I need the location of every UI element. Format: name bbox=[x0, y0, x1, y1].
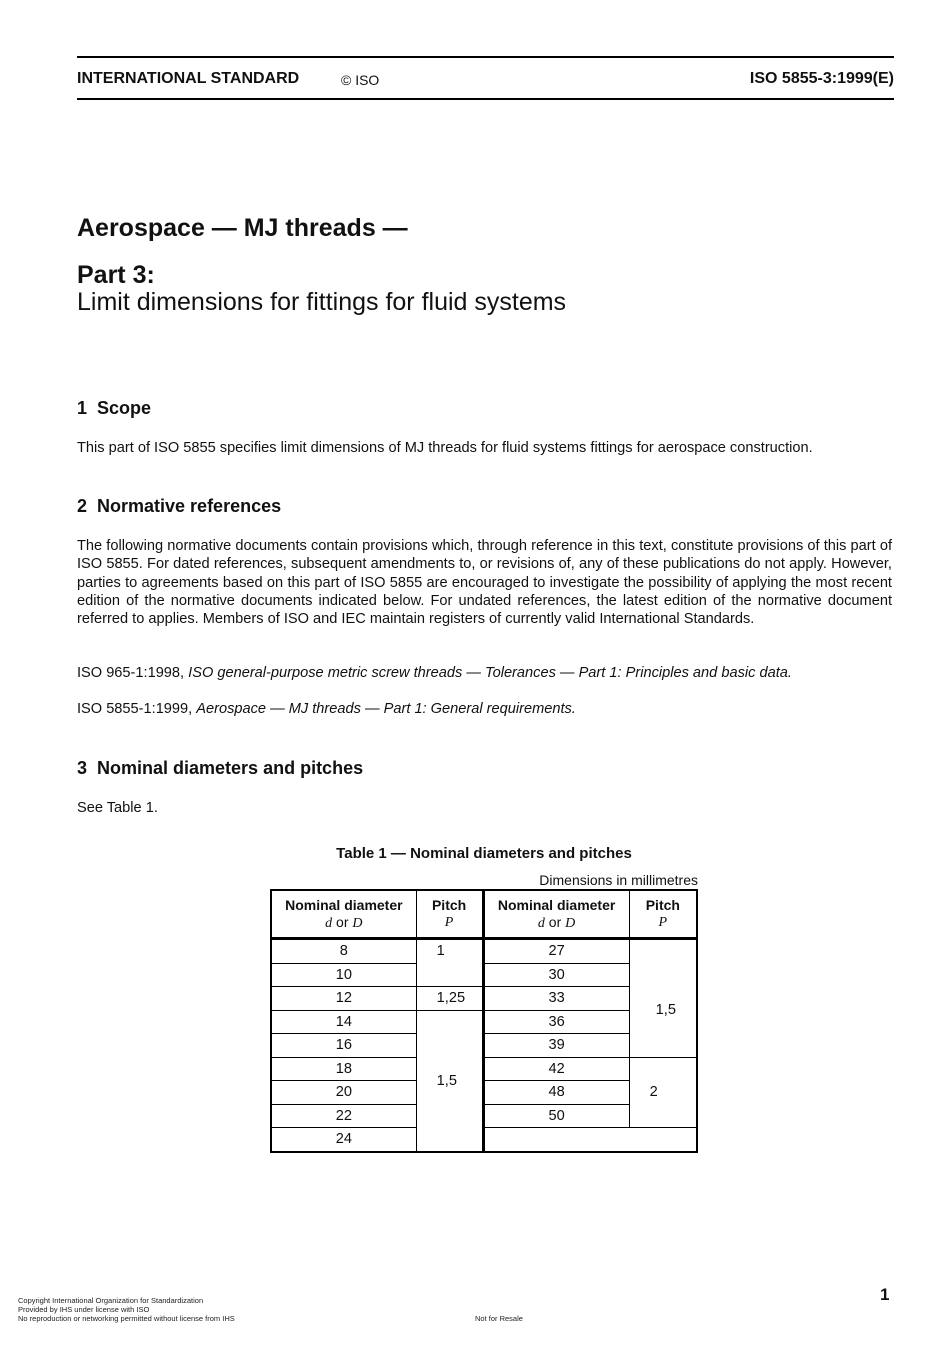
col-header-label: Nominal diameter bbox=[285, 896, 403, 913]
section-title: Scope bbox=[97, 398, 152, 418]
table-cell-diameter: 18 bbox=[271, 1057, 416, 1081]
col-header-pitch bbox=[629, 890, 697, 939]
reference-id: ISO 5855-1:1999, bbox=[77, 701, 197, 717]
table-cell-empty bbox=[483, 1128, 697, 1152]
reference-title: ISO general-purpose metric screw threads — Tolerances — Part 1: Principles and basic data. bbox=[188, 665, 792, 681]
table-cell-diameter: 8 bbox=[271, 939, 416, 964]
col-header-symbol: d or D bbox=[537, 913, 576, 931]
footer-not-for-resale: Not for Resale bbox=[475, 1314, 523, 1323]
section-3-heading bbox=[77, 758, 363, 779]
table-row bbox=[271, 939, 697, 964]
table-cell-diameter: 42 bbox=[483, 1057, 629, 1081]
col-header-nominal-diameter bbox=[271, 890, 416, 939]
section-1-heading bbox=[77, 398, 151, 419]
table-cell-diameter: 20 bbox=[271, 1081, 416, 1105]
col-header-symbol: P bbox=[444, 915, 454, 930]
table-cell-pitch: 1,5 bbox=[629, 963, 697, 1057]
section-2-heading bbox=[77, 496, 281, 517]
table-cell-diameter: 24 bbox=[271, 1128, 416, 1152]
header-copyright: © ISO bbox=[341, 72, 380, 88]
col-header-label: Nominal diameter bbox=[497, 896, 616, 913]
header-top-rule bbox=[77, 56, 894, 58]
table-cell-pitch: 2 bbox=[629, 1057, 697, 1128]
table-row bbox=[271, 1057, 697, 1081]
table-row bbox=[271, 963, 697, 987]
col-header-label: Pitch bbox=[645, 897, 680, 913]
table-cell-diameter: 36 bbox=[483, 1010, 629, 1034]
normative-paragraph: The following normative documents contain provisions which, through reference in this text, constitute provisions of this part of ISO 5855. For dated references, subsequent amendments to, or revisions of, any of these publications do not apply. However, parties to agreements based on this part of ISO 5855 are encouraged to investigate the possibility of applying the most recent edition of the normative documents indicated below. For undated references, the latest edition of the normative document referred to applies. Members of ISO and IEC maintain registers of currently valid International Standards. bbox=[77, 538, 892, 628]
scope-paragraph: This part of ISO 5855 specifies limit dimensions of MJ threads for fluid systems fittings for aerospace construction. bbox=[77, 440, 813, 456]
section-number: 1 bbox=[77, 398, 88, 418]
footer-copyright-line: Copyright International Organization for Standardization bbox=[18, 1296, 204, 1305]
table-caption: Table 1 — Nominal diameters and pitches bbox=[336, 845, 632, 862]
col-header-nominal-diameter bbox=[483, 890, 629, 939]
table-cell-diameter: 39 bbox=[483, 1034, 629, 1058]
col-header-symbol: P bbox=[658, 915, 668, 930]
table-cell-diameter: 48 bbox=[483, 1081, 629, 1105]
page-number: 1 bbox=[880, 1285, 890, 1304]
footer-license-line: Provided by IHS under license with ISO bbox=[18, 1305, 150, 1314]
reference-title: Aerospace — MJ threads — Part 1: General requirements. bbox=[196, 701, 576, 717]
section-number: 3 bbox=[77, 758, 88, 778]
header-bottom-rule bbox=[77, 98, 894, 100]
table-cell-diameter: 50 bbox=[483, 1104, 629, 1128]
nominal-diameters-table bbox=[270, 889, 698, 1153]
header-standard-label: INTERNATIONAL STANDARD bbox=[77, 70, 300, 87]
section-number: 2 bbox=[77, 496, 88, 516]
footer-reproduction-line: No reproduction or networking permitted without license from IHS bbox=[18, 1314, 235, 1323]
col-header-label: Pitch bbox=[431, 897, 467, 913]
col-header-pitch bbox=[416, 890, 483, 939]
header-doc-id: ISO 5855-3:1999(E) bbox=[749, 70, 894, 87]
reference-item bbox=[77, 665, 792, 681]
reference-item bbox=[77, 701, 576, 717]
section-title: Normative references bbox=[97, 496, 282, 516]
table-cell-diameter: 22 bbox=[271, 1104, 416, 1128]
document-subtitle: Limit dimensions for fittings for fluid systems bbox=[77, 288, 567, 316]
table-cell-diameter: 12 bbox=[271, 987, 416, 1011]
section-title: Nominal diameters and pitches bbox=[97, 758, 364, 778]
table-cell-pitch: 1,25 bbox=[416, 987, 483, 1011]
table-cell-pitch: 1,5 bbox=[416, 1010, 483, 1152]
table-cell-diameter: 10 bbox=[271, 963, 416, 987]
table-cell-diameter: 33 bbox=[483, 987, 629, 1011]
table-row bbox=[271, 1128, 697, 1152]
table-cell-pitch: 1 bbox=[416, 939, 483, 987]
table-cell-diameter: 14 bbox=[271, 1010, 416, 1034]
reference-id: ISO 965-1:1998, bbox=[77, 665, 189, 681]
document-title: Aerospace — MJ threads — bbox=[77, 214, 408, 242]
table-cell-diameter: 30 bbox=[483, 963, 629, 987]
see-table-text: See Table 1. bbox=[77, 800, 158, 816]
col-header-symbol: d or D bbox=[325, 913, 363, 931]
table-units-note: Dimensions in millimetres bbox=[539, 872, 698, 888]
document-part: Part 3: bbox=[77, 261, 155, 289]
table-cell-diameter: 16 bbox=[271, 1034, 416, 1058]
table-cell-diameter: 27 bbox=[483, 939, 629, 964]
table-cell-pitch-empty bbox=[629, 939, 697, 964]
